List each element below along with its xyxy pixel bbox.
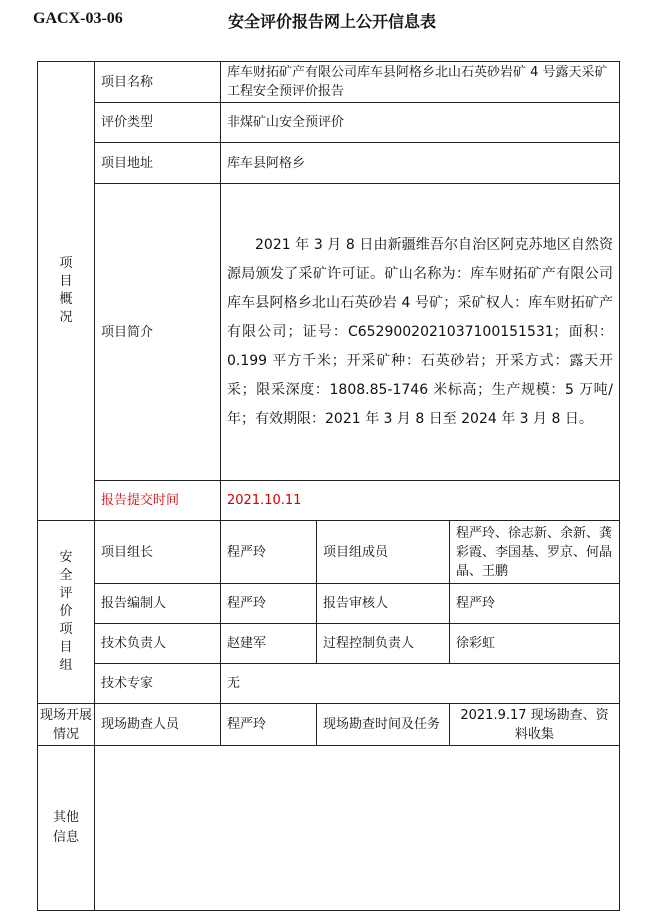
other-section-label: 其他信息 <box>52 810 79 845</box>
form-code: GACX-03-06 <box>33 10 123 27</box>
reviewer-label: 报告审核人 <box>317 584 450 624</box>
project-name-label: 项目名称 <box>95 62 221 103</box>
site-row <box>38 704 620 746</box>
project-intro-row <box>38 184 620 481</box>
evaluation-type-label: 评价类型 <box>95 103 221 143</box>
page-title: 安全评价报告网上公开信息表 <box>228 12 437 31</box>
team-section-label: 安全评价项目组 <box>59 550 73 673</box>
project-address-value: 库车县阿格乡 <box>221 143 620 184</box>
tech-expert-row <box>38 664 620 704</box>
project-name-value: 库车财拓矿产有限公司库车县阿格乡北山石英砂岩矿 4 号露天采矿工程安全预评价报告 <box>221 62 620 103</box>
team-section-cell <box>38 521 95 704</box>
team-leader-value: 程严玲 <box>221 521 317 584</box>
project-name-row <box>38 62 620 103</box>
project-address-label: 项目地址 <box>95 143 221 184</box>
compiler-row <box>38 584 620 624</box>
submit-time-label: 报告提交时间 <box>95 481 221 521</box>
site-time-value: 2021.9.17 现场勘查、资料收集 <box>450 704 620 746</box>
site-section-cell <box>38 704 95 746</box>
tech-lead-row <box>38 624 620 664</box>
site-time-label: 现场勘查时间及任务 <box>317 704 450 746</box>
other-section-cell <box>38 746 95 911</box>
submit-time-value: 2021.10.11 <box>221 481 620 521</box>
site-staff-label: 现场勘查人员 <box>95 704 221 746</box>
evaluation-type-row <box>38 103 620 143</box>
process-control-label: 过程控制负责人 <box>317 624 450 664</box>
compiler-label: 报告编制人 <box>95 584 221 624</box>
overview-section-cell <box>38 62 95 521</box>
tech-lead-value: 赵建军 <box>221 624 317 664</box>
evaluation-type-value: 非煤矿山安全预评价 <box>221 103 620 143</box>
site-staff-value: 程严玲 <box>221 704 317 746</box>
team-leader-label: 项目组长 <box>95 521 221 584</box>
project-intro-cell <box>221 184 620 481</box>
compiler-value: 程严玲 <box>221 584 317 624</box>
overview-section-label: 项目概况 <box>59 256 73 325</box>
other-info-row <box>38 746 620 911</box>
project-address-row <box>38 143 620 184</box>
other-info-value <box>95 746 620 911</box>
team-members-label: 项目组成员 <box>317 521 450 584</box>
tech-expert-label: 技术专家 <box>95 664 221 704</box>
info-table <box>37 61 620 911</box>
site-section-label: 现场开展情况 <box>40 707 93 742</box>
tech-expert-value: 无 <box>221 664 620 704</box>
team-leader-row <box>38 521 620 584</box>
tech-lead-label: 技术负责人 <box>95 624 221 664</box>
project-intro-text: 2021 年 3 月 8 日由新疆维吾尔自治区阿克苏地区自然资源局颁发了采矿许可证。矿山名称为：库车财拓矿产有限公司库车县阿格乡北山石英砂岩 4 号矿；采矿权人：库车财拓矿产有限公司；证号：C6529002021037100151531；面积：0.199 平方千米；开采矿种：石英砂岩；开采方式：露天开采；限采深度：1808.85-1746 米标高；生产规模：5 万吨/年；有效期限：2021 年 3 月 8 日至 2024 年 3 月 8 日。 <box>227 236 614 427</box>
reviewer-value: 程严玲 <box>450 584 620 624</box>
process-control-value: 徐彩虹 <box>450 624 620 664</box>
project-intro-label: 项目简介 <box>95 184 221 481</box>
submit-time-row <box>38 481 620 521</box>
team-members-value: 程严玲、徐志新、余新、龚彩霞、李国基、罗京、何晶晶、王鹏 <box>450 521 620 584</box>
